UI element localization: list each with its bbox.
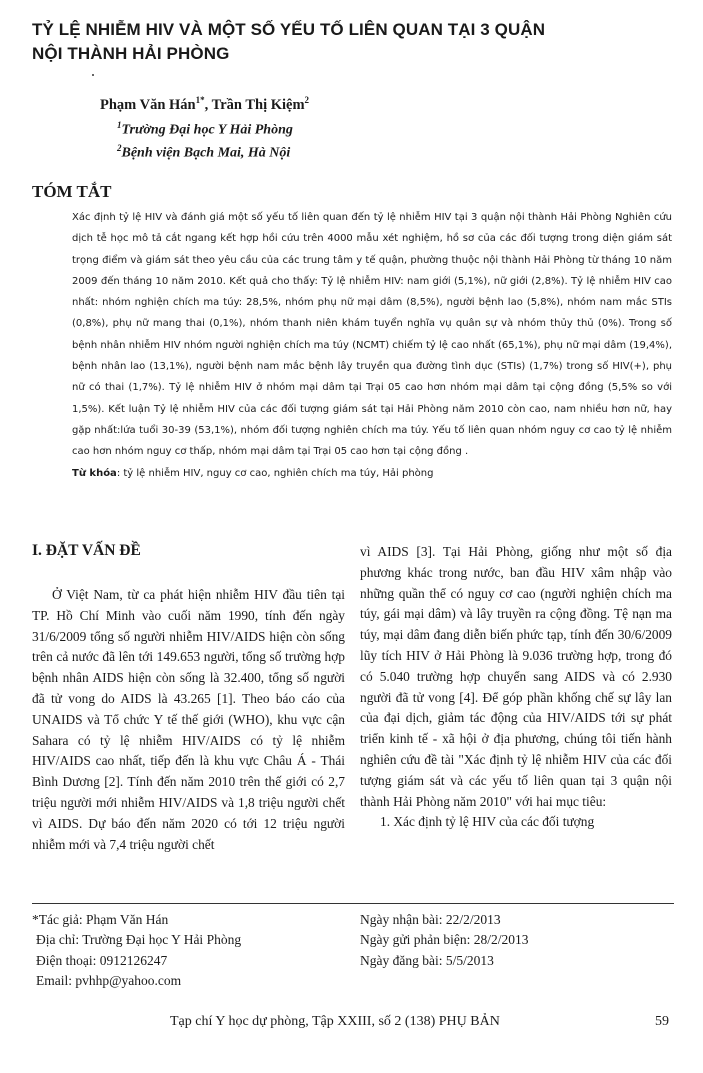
- intro-left-column: [32, 585, 345, 855]
- page-number: 59: [655, 1014, 669, 1029]
- corresponding-author: *Tác giả: Phạm Văn Hán: [32, 912, 169, 927]
- author-2: Trần Thị Kiệm: [211, 96, 305, 113]
- footnote-divider: [32, 903, 674, 904]
- section-heading-intro: I. ĐẶT VẤN ĐỀ: [32, 542, 141, 559]
- date-received: Ngày nhận bài: 22/2/2013: [360, 912, 501, 927]
- keywords-text: : tỷ lệ nhiễm HIV, nguy cơ cao, nghiên chích ma túy, Hải phòng: [116, 467, 434, 479]
- date-reviewed: Ngày gửi phản biện: 28/2/2013: [360, 932, 529, 948]
- objective-1: 1. Xác định tỷ lệ HIV của các đối tượng: [380, 814, 595, 830]
- affiliation-2-marker: 2: [117, 143, 122, 153]
- author-1: Phạm Văn Hán: [100, 96, 196, 113]
- affiliation-1-text: Trường Đại học Y Hải Phòng: [121, 122, 293, 138]
- abstract-heading: TÓM TẮT: [32, 182, 112, 201]
- intro-paragraph-2: vì AIDS [3]. Tại Hải Phòng, giống như một số địa phương khác trong nước, ban đầu HIV xâm nhập vào những quần thể có nguy cơ cao (người nghiện chích ma túy, gái mại dâm) và lây truyền ra cộng đồng. Tệ nạn ma túy, mại dâm đang diễn biến phức tạp, tính đến 30/6/2009 lũy tích HIV ở Hải Phòng là 9.036 trường hợp, trong đó có 5.040 trường hợp chuyển sang AIDS và có 2.930 người đã tử vong [4]. Để góp phần khống chế sự lây lan của đại dịch, giảm tác động của HIV/AIDS tới sự phát triển kinh tế - xã hội ở địa phương, chúng tôi tiến hành nghiên cứu đề tài "Xác định tỷ lệ nhiễm HIV của các đối tượng giám sát và các yếu tố liên quan tại 3 quận nội thành Hải Phòng năm 2010" với hai mục tiêu:: [360, 544, 672, 809]
- author-1-marker: 1*: [195, 95, 205, 105]
- journal-footer: Tạp chí Y học dự phòng, Tập XXIII, số 2 (138) PHỤ BẢN: [170, 1014, 500, 1029]
- title-line-1: TỶ LỆ NHIỄM HIV VÀ MỘT SỐ YẾU TỐ LIÊN QUAN TẠI 3 QUẬN: [32, 20, 546, 39]
- intro-right-column: [360, 542, 672, 833]
- keywords-line: [72, 463, 672, 484]
- affiliation-2: [117, 143, 290, 162]
- author-2-marker: 2: [304, 95, 310, 105]
- contact-address: Địa chỉ: Trường Đại học Y Hải Phòng: [36, 932, 242, 948]
- intro-paragraph-1: Ở Việt Nam, từ ca phát hiện nhiễm HIV đầu tiên tại TP. Hồ Chí Minh vào cuối năm 1990, tính đến ngày 31/6/2009 tổng số người nhiễm HIV/AIDS hiện còn sống trên cả nước đã lên tới 149.653 người, tổng số trường hợp bệnh nhân AIDS hiện còn sống là 32.400, tổng số người đã tử vong do AIDS là 43.265 [1]. Theo báo cáo của UNAIDS và Tổ chức Y tế thế giới (WHO), khu vực cận Sahara có tỷ lệ nhiễm HIV/AIDS có tỷ lệ nhiễm HIV/AIDS cao nhất, tiếp đến là khu vực Châu Á - Thái Bình Dương [2]. Tính đến năm 2010 trên thế giới có 2,7 triệu người mới nhiễm HIV/AIDS và 1,8 triệu người chết vì AIDS. Dự báo đến năm 2020 có tới 12 triệu người nhiễm mới và 7,4 triệu người chết: [32, 587, 345, 852]
- contact-email: Email: pvhhp@yahoo.com: [36, 972, 182, 988]
- title-line-2: NỘI THÀNH HẢI PHÒNG: [32, 44, 230, 63]
- affiliation-1: [117, 120, 293, 139]
- contact-phone: Điện thoại: 0912126247: [36, 952, 168, 968]
- author-line: [100, 95, 309, 114]
- affiliation-1-marker: 1: [117, 120, 122, 130]
- affiliation-2-text: Bệnh viện Bạch Mai, Hà Nội: [121, 145, 291, 161]
- author-separator: ,: [204, 96, 212, 113]
- abstract-body: [72, 207, 672, 484]
- abstract-text: Xác định tỷ lệ HIV và đánh giá một số yếu tố liên quan đến tỷ lệ nhiễm HIV tại 3 quận nội thành Hải Phòng Nghiên cứu dịch tễ học mô tả cắt ngang kết hợp hồi cứu trên 4000 mẫu xét nghiệm, hồ sơ của các đối tượng trong diện giám sát trọng điểm và giám sát theo yêu cầu của các trung tâm y tế quận, phường thuộc nội thành Hải Phòng từ tháng 10 năm 2009 đến tháng 10 năm 2010. Kết quả cho thấy: Tỷ lệ nhiễm HIV: nam giới (5,1%), nữ giới (2,8%). Tỷ lệ nhiễm HIV cao nhất: nhóm nghiện chích ma túy: 28,5%, nhóm phụ nữ mại dâm (8,5%), người bệnh lao (5,8%), nhóm nam mắc STIs (0,8%), phụ nữ mang thai (0,1%), nhóm thanh niên khám tuyển nghĩa vụ quân sự và nhóm thủy thủ (0%). Trong số bệnh nhân nhiễm HIV nhóm người nghiện chích ma túy (NCMT) chiếm tỷ lệ cao nhất (65,1%), phụ nữ mại dâm (19,4%), bệnh nhân lao (13,1%), người bệnh nam mắc bệnh lây truyền qua đường tình dục (STIs) (1,7%) trong số HIV(+), phụ nữ có thai (1,7%). Tỷ lệ nhiễm HIV ở nhóm mại dâm tại Trại 05 cao hơn nhóm mại dâm tại cộng đồng (5,5% so với 1,5%). Kết luận Tỷ lệ nhiễm HIV của các đối tượng giám sát tại Hải Phòng năm 2010 còn cao, nam nhiều hơn nữ, hay gặp nhất:lứa tuổi 30-39 (53,1%), nhóm đối tượng nghiên chích ma túy. Yếu tố liên quan nhóm nguy cơ cao tỷ lệ nhiễm cao hơn nhóm nguy cơ thấp, nhóm mại dâm tại Trại 05 cao hơn tại cộng đồng .: [72, 212, 672, 458]
- article-title: [32, 18, 672, 66]
- keywords-label: Từ khóa: [72, 467, 117, 479]
- date-published: Ngày đăng bài: 5/5/2013: [360, 952, 494, 968]
- article-dates: [360, 910, 529, 971]
- author-contact: [32, 910, 241, 991]
- stray-mark: [92, 74, 94, 76]
